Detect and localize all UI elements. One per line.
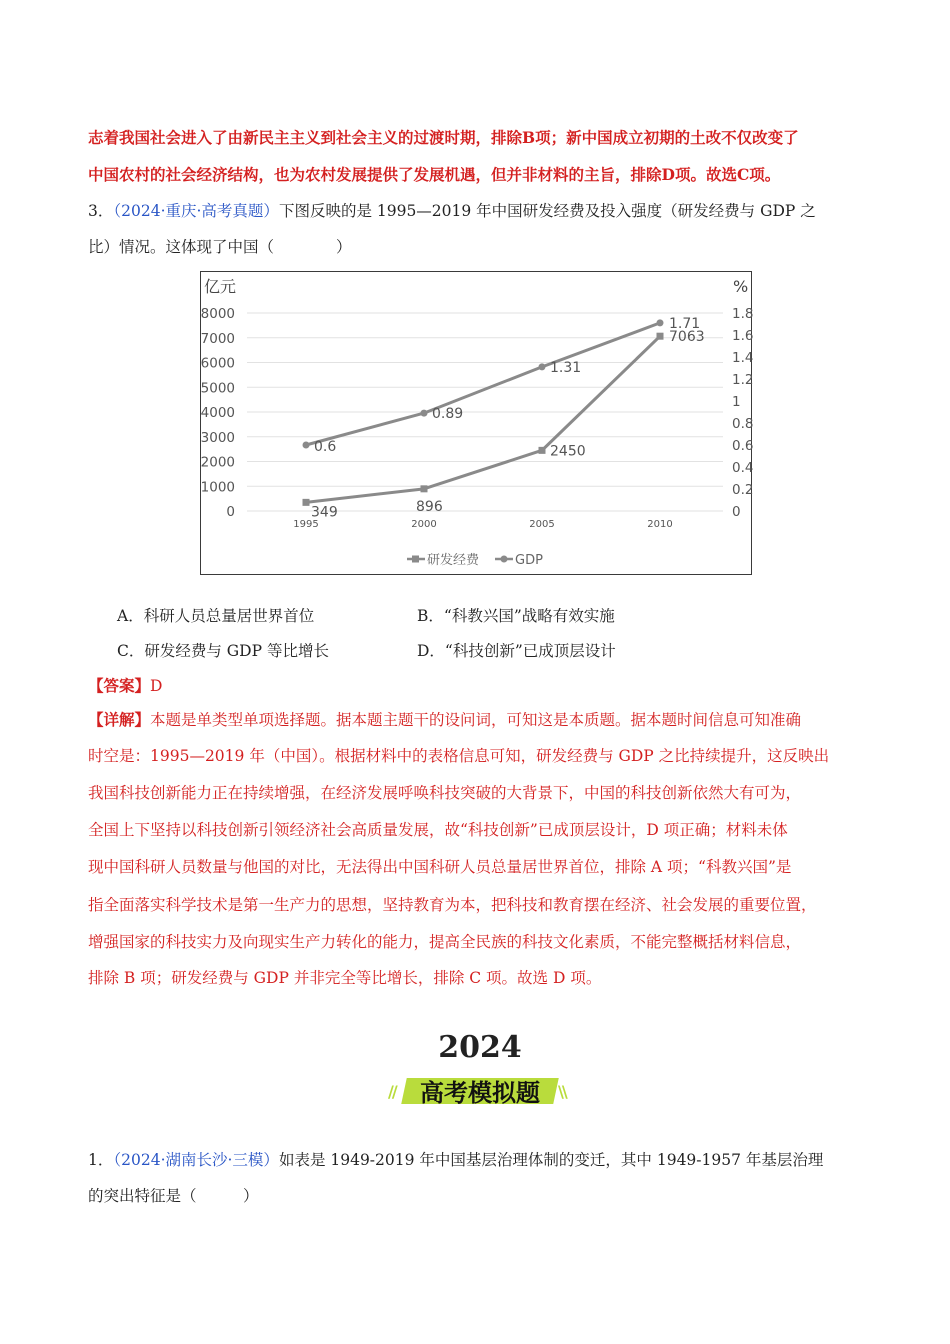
right-axis-unit: % xyxy=(733,277,749,296)
right-tick-label: 1.6 xyxy=(732,328,753,344)
question-source: （2024·重庆·高考真题） xyxy=(113,202,279,220)
question-3-stem xyxy=(88,201,816,221)
answer-value: D xyxy=(150,677,163,695)
banner-title: 高考模拟题 xyxy=(420,1079,540,1107)
explanation-line-1 xyxy=(88,710,801,730)
gdp-ratio-data-label: 0.6 xyxy=(314,439,337,455)
x-tick-label: 2010 xyxy=(647,519,673,530)
top-text-line-1: 志着我国社会进入了由新民主主义到社会主义的过渡时期，排除B项；新中国成立初期的土改不仅改变了 xyxy=(88,128,799,147)
rd-funding-point xyxy=(657,333,664,340)
rd-funding-data-label: 2450 xyxy=(550,443,586,460)
rd-funding-point xyxy=(421,485,428,492)
banner-right-slash-icon: \\ xyxy=(558,1082,566,1101)
right-tick-label: 0.8 xyxy=(732,416,753,432)
left-tick-label: 5000 xyxy=(201,380,235,397)
banner-year: 2024 xyxy=(438,1030,522,1065)
explanation-line: 指全面落实科学技术是第一生产力的思想，坚持教育为本，把科技和教育摆在经济、社会发展的重要位置， xyxy=(88,896,817,914)
rd-funding-data-label: 896 xyxy=(416,498,443,515)
legend-rd-label: 研发经费 xyxy=(427,553,480,568)
question-1-stem xyxy=(88,1150,823,1170)
rd-funding-point xyxy=(539,447,546,454)
option-d[interactable]: D．“科技创新”已成顶层设计 xyxy=(417,642,616,660)
question-number: 1． xyxy=(88,1151,114,1169)
explanation-line: 排除 B 项；研发经费与 GDP 并非完全等比增长，排除 C 项。故选 D 项。 xyxy=(88,969,602,987)
explanation-line: 我国科技创新能力正在持续增强，在经济发展呼唤科技突破的大背景下，中国的科技创新依然大有可为， xyxy=(88,784,802,802)
gdp-ratio-point xyxy=(657,319,664,326)
question-1-stem-line-2: 的突出特征是（ ） xyxy=(88,1187,259,1205)
rd-funding-point xyxy=(303,499,310,506)
x-tick-label: 1995 xyxy=(293,519,319,530)
legend-gdp-label: GDP xyxy=(515,553,543,568)
right-tick-label: 0.4 xyxy=(732,460,753,476)
right-tick-label: 1.2 xyxy=(732,372,753,388)
section-banner xyxy=(380,1030,580,1110)
legend-circle-marker xyxy=(501,556,508,563)
answer-line xyxy=(88,676,162,696)
question-3-stem-line-2: 比）情况。这体现了中国（ ） xyxy=(88,238,352,256)
question-stem-text: 下图反映的是 1995—2019 年中国研发经费及投入强度（研发经费与 GDP 之 xyxy=(278,202,816,220)
left-tick-label: 6000 xyxy=(201,355,235,372)
gdp-ratio-data-label: 1.71 xyxy=(669,315,701,332)
gdp-ratio-line xyxy=(306,323,660,445)
option-a[interactable]: A．科研人员总量居世界首位 xyxy=(117,607,315,625)
left-tick-label: 3000 xyxy=(201,429,235,446)
question-number: 3． xyxy=(88,202,114,220)
question-source: （2024·湖南长沙·三模） xyxy=(113,1151,279,1169)
option-b[interactable]: B．“科教兴国”战略有效实施 xyxy=(417,607,615,625)
gdp-ratio-point xyxy=(421,410,428,417)
left-tick-label: 0 xyxy=(226,504,235,520)
left-tick-label: 1000 xyxy=(201,479,235,496)
legend-square-marker xyxy=(412,556,419,563)
explanation-line: 时空是：1995—2019 年（中国）。根据材料中的表格信息可知，研发经费与 GDP 之比持续提升，这反映出 xyxy=(88,747,830,765)
rd-funding-chart xyxy=(200,271,752,575)
banner-left-slash-icon: // xyxy=(388,1082,396,1101)
chart-canvas xyxy=(201,272,753,576)
rd-funding-data-label: 7063 xyxy=(669,329,705,346)
left-tick-label: 8000 xyxy=(201,306,235,322)
gdp-ratio-data-label: 1.31 xyxy=(550,359,582,376)
left-tick-label: 7000 xyxy=(201,330,235,347)
left-axis-unit: 亿元 xyxy=(204,277,237,296)
left-tick-label: 2000 xyxy=(201,454,235,471)
explanation-line: 现中国科研人员数量与他国的对比，无法得出中国科研人员总量居世界首位，排除 A 项；“科教兴国”是 xyxy=(88,858,792,876)
explanation-line: 全国上下坚持以科技创新引领经济社会高质量发展，故“科技创新”已成顶层设计，D 项正确；材料未体 xyxy=(88,821,788,839)
right-tick-label: 0.2 xyxy=(732,482,753,498)
right-tick-label: 1 xyxy=(732,394,741,410)
gdp-ratio-point xyxy=(303,442,310,449)
gdp-ratio-point xyxy=(539,363,546,370)
right-tick-label: 0.6 xyxy=(732,438,753,454)
right-tick-label: 1.8 xyxy=(732,306,753,322)
explanation-text: 本题是单类型单项选择题。据本题主题干的设问词，可知这是本质题。据本题时间信息可知准确 xyxy=(150,711,802,729)
question-stem-text: 如表是 1949-2019 年中国基层治理体制的变迁，其中 1949-1957 年基层治理 xyxy=(278,1151,824,1169)
option-c[interactable]: C．研发经费与 GDP 等比增长 xyxy=(117,642,329,660)
gdp-ratio-data-label: 0.89 xyxy=(432,406,464,423)
left-tick-label: 4000 xyxy=(201,405,235,421)
explanation-label: 【详解】 xyxy=(88,710,151,729)
explanation-line: 增强国家的科技实力及向现实生产力转化的能力，提高全民族的科技文化素质，不能完整概括材料信息， xyxy=(88,933,802,951)
rd-funding-data-label: 349 xyxy=(311,504,338,521)
answer-label: 【答案】 xyxy=(88,676,151,695)
right-tick-label: 1.4 xyxy=(732,350,753,366)
top-text-line-2: 中国农村的社会经济结构，也为农村发展提供了发展机遇，但并非材料的主旨，排除D项。故选C项。 xyxy=(88,165,781,184)
x-tick-label: 2000 xyxy=(411,519,437,530)
rd-funding-line xyxy=(306,336,660,502)
x-tick-label: 2005 xyxy=(529,519,555,530)
right-tick-label: 0 xyxy=(732,504,741,520)
